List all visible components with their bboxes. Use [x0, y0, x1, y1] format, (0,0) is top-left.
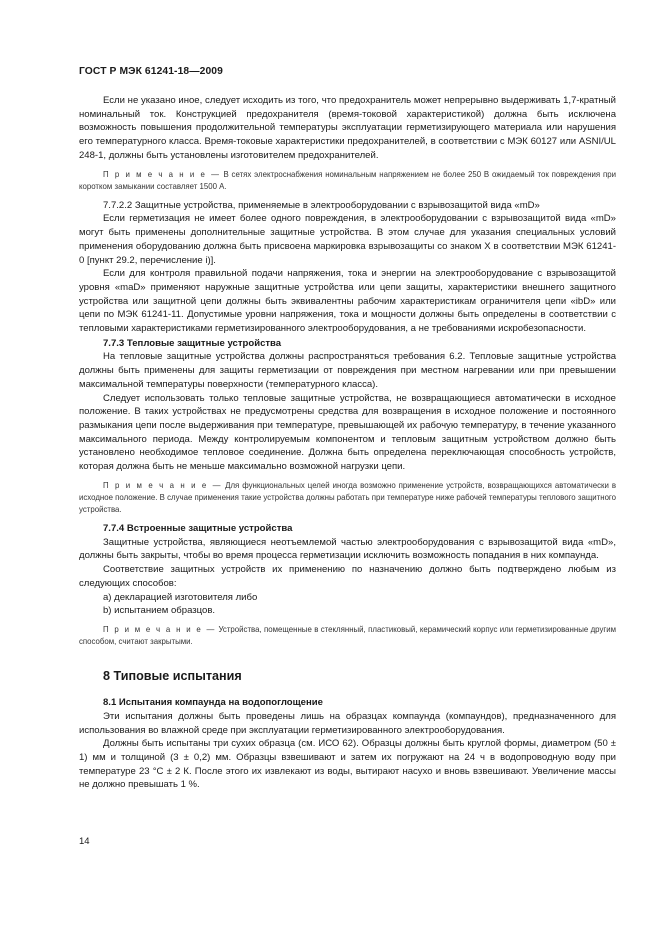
note-label: П р и м е ч а н и е — [103, 169, 221, 179]
paragraph: Если не указано иное, следует исходить из того, что предохранитель может непрерывно выдерживать 1,7-кратный номинальный ток. Конструкцией предохранителя (время-токовой характеристикой) должна быть исключена возможность повышения продолжительной температуры эксплуатации герметизирующего материала или нарушения его температурного класса. Время-токовые характеристики предохранителей, в соответствии с МЭК 60127 или ASNI/UL 248-1, должны быть установлены изготовителем предохранителей. [79, 95, 616, 161]
page-number: 14 [79, 836, 90, 847]
document-header: ГОСТ Р МЭК 61241-18—2009 [79, 66, 223, 77]
subsection-heading: 8.1 Испытания компаунда на водопоглощение [103, 697, 323, 709]
page-content [79, 94, 616, 792]
note [79, 480, 616, 516]
note-text: Для функциональных целей иногда возможно применение устройств, возвращающихся автоматически в исходное положение. В случае применения такие устройства должны работать при температуре ниже рабочей температуры теплового защитного устройства. [79, 480, 616, 514]
paragraph: Если для контроля правильной подачи напряжения, тока и энергии на электрооборудование с взрывозащитой уровня «maD» применяют наружные защитные устройства или цепи защиты, характеристики внешнего защитного устройства или защитной цепи должны быть эквивалентны рабочим характеристикам ограничителя цепи «ibD» или цепи по МЭК 61241-11. Допустимые уровни напряжения, тока и мощности должны быть определены в соответствии с тепловыми характеристиками герметизированного электрооборудования, а не требованиями искробезопасности. [79, 268, 616, 335]
paragraph: На тепловые защитные устройства должны распространяться требования 6.2. Тепловые защитные устройства должны быть применены для защиты герметизации от повреждения при местном нагревании или при превышении максимальной температуры поверхности (температурного класса). [79, 351, 616, 390]
note-text: В сетях электроснабжения номинальным напряжением не более 250 В ожидаемый ток повреждения при коротком замыкании составляет 1500 А. [79, 169, 616, 191]
list-item: b) испытанием образцов. [103, 605, 216, 617]
note-text: Устройства, помещенные в стеклянный, пластиковый, керамический корпус или герметизированные другим способом, считают закрытыми. [79, 624, 617, 647]
subsection-heading: 7.7.4 Встроенные защитные устройства [103, 523, 293, 535]
paragraph: Следует использовать только тепловые защитные устройства, не возвращающиеся автоматически в исходное положение. В таких устройствах не предусмотрены средства для возвращения в исходное положение и постоянного размыкания цепи после выдерживания при температуре, превышающей их рабочую температуру, в течение указанного максимального периода. Между контролируемым компонентом и тепловым защитным устройством должно быть установлено необходимое тепловое соединение. Должна быть определена переключающая способность устройств, которая должна быть не меньше максимально возможной нагрузки цепи. [79, 392, 616, 473]
paragraph: Если герметизация не имеет более одного повреждения, в электрооборудовании с взрывозащитой вида «mD» могут быть применены дополнительные защитные устройства. В этом случае для указания специальных условий применения оборудованию должна быть присвоена маркировка взрывозащиты со знаком Х в соответствии МЭК 61241-0 [пункт 29.2, перечисление i)]. [79, 213, 616, 266]
paragraph: Эти испытания должны быть проведены лишь на образцах компаунда (компаундов), предназначенного для использования во влажной среде при эксплуатации герметизированного электрооборудования. [79, 710, 616, 736]
note [79, 169, 616, 193]
clause-heading: 7.7.2.2 Защитные устройства, применяемые в электрооборудовании с взрывозащитой вида «mD» [103, 199, 540, 211]
list-item: a) декларацией изготовителя либо [103, 591, 258, 603]
paragraph: Должны быть испытаны три сухих образца (см. ИСО 62). Образцы должны быть круглой формы, диаметром (50 ± 1) мм и толщиной (3 ± 0,2) мм. Образцы взвешивают и затем их погружают на 24 ч в водопроводную воду при температуре 23 °С ± 2 К. После этого их извлекают из воды, вытирают насухо и вновь взвешивают. Увеличение массы не должно превышать 1 %. [79, 738, 616, 791]
note [79, 624, 616, 648]
subsection-heading: 7.7.3 Тепловые защитные устройства [103, 337, 282, 349]
note-label: П р и м е ч а н и е — [103, 480, 223, 490]
paragraph: Защитные устройства, являющиеся неотъемлемой частью электрооборудования с взрывозащитой вида «mD», должны быть закрыты, чтобы во время процесса герметизации исключить возможность попадания в них компаунда. [79, 536, 616, 562]
paragraph: Соответствие защитных устройств их применению по назначению должно быть подтверждено любым из следующих способов: [79, 564, 616, 589]
section-heading: 8 Типовые испытания [103, 669, 242, 684]
note-label: П р и м е ч а н и е — [103, 624, 217, 634]
